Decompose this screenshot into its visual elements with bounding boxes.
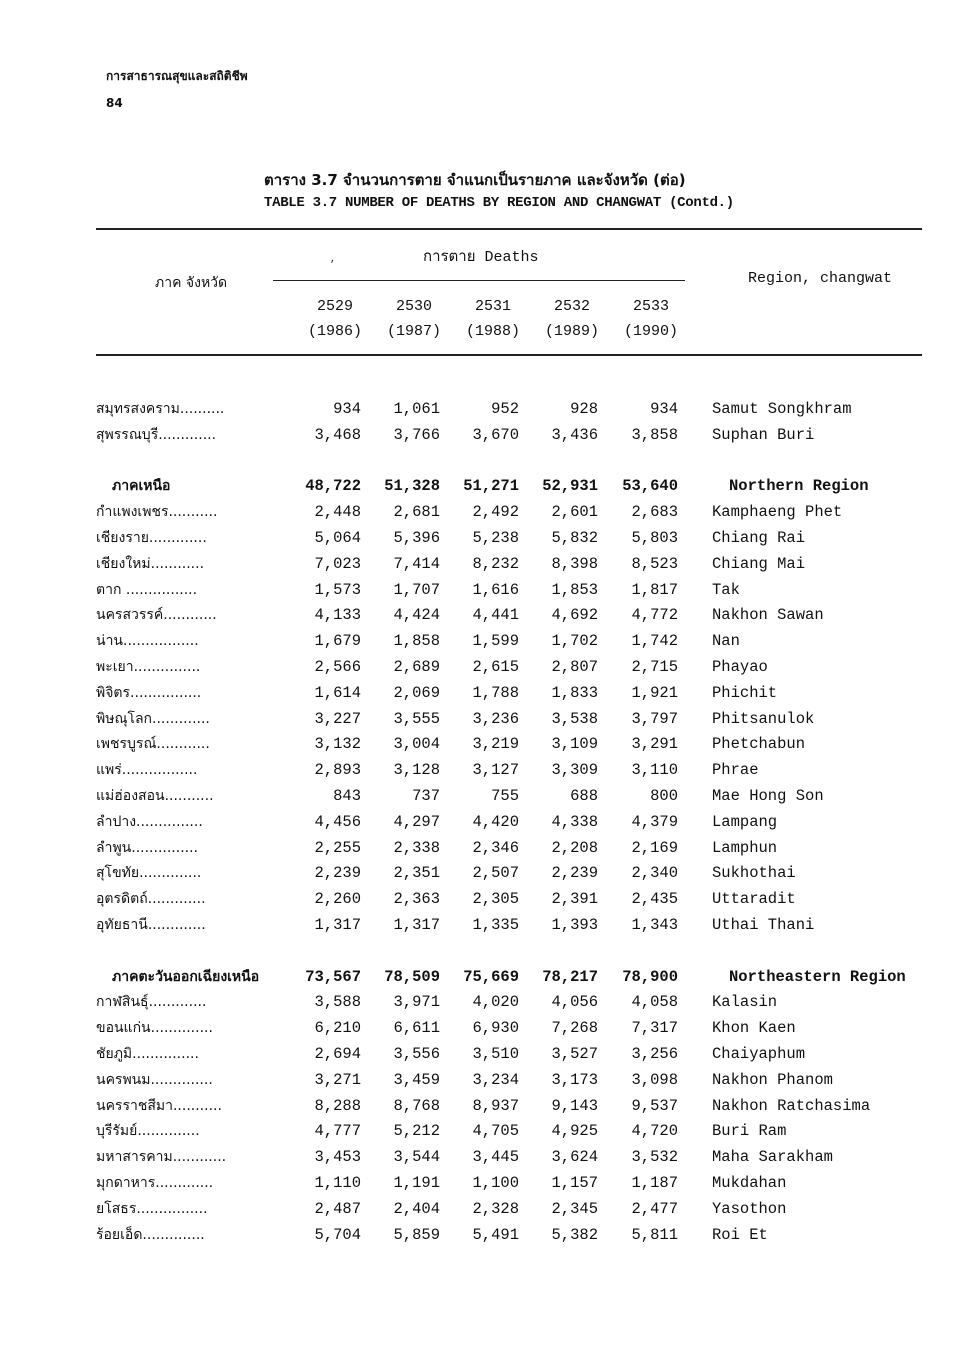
year-thai: 2531	[474, 298, 511, 315]
deaths-value: 8,288	[314, 1096, 361, 1115]
changwat-name-english: Roi Et	[712, 1225, 768, 1244]
deaths-value: 952	[491, 400, 519, 418]
table-title-thai: ตาราง 3.7 จำนวนการตาย จำแนกเป็นรายภาค และจังหวัด (ต่อ)	[264, 171, 686, 189]
deaths-value: 4,133	[314, 606, 361, 625]
deaths-value: 3,858	[631, 425, 678, 444]
deaths-value: 4,338	[551, 812, 598, 831]
deaths-value: 3,256	[631, 1045, 678, 1063]
changwat-name-english: Phayao	[712, 658, 768, 676]
column-header-region-english: Region, changwat	[748, 270, 893, 287]
changwat-name-thai: บุรีรัมย์..............	[96, 1123, 200, 1140]
changwat-name-thai: เชียงใหม่............	[96, 555, 205, 572]
deaths-value: 7,268	[551, 1019, 598, 1038]
changwat-name-thai: สมุทรสงคราม..........	[96, 401, 225, 417]
deaths-value: 3,110	[631, 761, 678, 780]
deaths-value: 1,833	[551, 683, 598, 702]
deaths-value: 51,271	[463, 477, 519, 496]
changwat-name-thai: มุกดาหาร.............	[96, 1175, 214, 1191]
changwat-name-english: Yasothon	[712, 1199, 787, 1218]
deaths-value: 1,573	[314, 580, 361, 599]
changwat-name-thai: นครสวรรค์............	[96, 607, 217, 624]
deaths-value: 4,692	[551, 606, 598, 625]
changwat-name-english: Nakhon Sawan	[712, 606, 824, 625]
deaths-value: 1,858	[393, 632, 440, 651]
deaths-value: 3,766	[393, 425, 440, 444]
deaths-value: 4,772	[631, 606, 678, 625]
deaths-value: 53,640	[622, 477, 678, 496]
deaths-value: 2,683	[631, 503, 678, 522]
changwat-name-thai: ลำปาง...............	[96, 813, 203, 830]
changwat-name-english: Nakhon Phanom	[712, 1070, 833, 1089]
deaths-value: 1,679	[314, 632, 361, 651]
deaths-value: 4,379	[631, 812, 678, 831]
deaths-value: 2,345	[551, 1199, 598, 1218]
deaths-value: 2,448	[314, 503, 361, 522]
changwat-name-english: Kamphaeng Phet	[712, 503, 843, 522]
changwat-name-english: Phitsanulok	[712, 709, 815, 728]
changwat-name-english: Kalasin	[712, 993, 778, 1012]
changwat-name-thai: ร้อยเอ็ด..............	[96, 1226, 205, 1243]
deaths-value: 5,396	[393, 529, 440, 547]
deaths-value: 1,788	[472, 683, 519, 702]
deaths-value: 934	[333, 400, 361, 418]
deaths-value: 1,061	[393, 400, 440, 418]
changwat-name-thai: แพร่.................	[96, 762, 198, 779]
deaths-value: 755	[491, 787, 519, 805]
changwat-name-thai: น่าน.................	[96, 633, 199, 650]
changwat-name-english: Khon Kaen	[712, 1019, 796, 1038]
deaths-value: 3,527	[551, 1045, 598, 1063]
deaths-value: 3,227	[314, 709, 361, 728]
deaths-value: 2,615	[472, 658, 519, 676]
region-name-english: Northern Region	[729, 477, 869, 496]
deaths-value: 4,058	[631, 993, 678, 1012]
changwat-name-english: Chiang Rai	[712, 529, 806, 547]
year-thai: 2532	[553, 298, 590, 315]
deaths-value: 2,681	[393, 503, 440, 522]
deaths-value: 9,143	[551, 1096, 598, 1115]
deaths-value: 3,544	[393, 1148, 440, 1167]
deaths-value: 2,694	[314, 1045, 361, 1063]
deaths-value: 6,611	[393, 1019, 440, 1038]
changwat-name-english: Uthai Thani	[712, 916, 815, 934]
deaths-value: 3,128	[393, 761, 440, 780]
deaths-value: 78,217	[542, 967, 598, 986]
changwat-name-english: Mae Hong Son	[712, 787, 824, 805]
deaths-value: 5,212	[393, 1122, 440, 1141]
changwat-name-english: Buri Ram	[712, 1122, 787, 1141]
deaths-value: 1,707	[393, 580, 440, 599]
deaths-value: 5,832	[551, 529, 598, 547]
deaths-value: 934	[650, 400, 678, 418]
deaths-value: 1,335	[472, 916, 519, 934]
deaths-value: 1,853	[551, 580, 598, 599]
deaths-value: 3,971	[393, 993, 440, 1012]
deaths-value: 4,441	[472, 606, 519, 625]
deaths-value: 928	[570, 400, 598, 418]
deaths-value: 2,239	[314, 864, 361, 883]
changwat-name-english: Sukhothai	[712, 864, 796, 883]
changwat-name-thai: นครพนม..............	[96, 1071, 213, 1088]
region-name-english: Northeastern Region	[729, 967, 906, 986]
changwat-name-english: Uttaradit	[712, 890, 796, 909]
deaths-value: 3,109	[551, 735, 598, 754]
deaths-value: 6,930	[472, 1019, 519, 1038]
deaths-value: 3,670	[472, 425, 519, 444]
deaths-value: 3,453	[314, 1148, 361, 1167]
deaths-value: 78,509	[384, 967, 440, 986]
deaths-value: 3,004	[393, 735, 440, 754]
changwat-name-thai: อุทัยธานี.............	[96, 917, 206, 933]
deaths-value: 4,420	[472, 812, 519, 831]
deaths-value: 4,705	[472, 1122, 519, 1141]
deaths-value: 2,346	[472, 838, 519, 857]
changwat-name-english: Tak	[712, 580, 740, 599]
deaths-value: 3,291	[631, 735, 678, 754]
deaths-value: 3,234	[472, 1070, 519, 1089]
deaths-value: 3,127	[472, 761, 519, 780]
column-header-deaths: การตาย Deaths	[423, 249, 539, 266]
changwat-name-thai: เพชรบูรณ์............	[96, 736, 210, 753]
changwat-name-thai: เชียงราย.............	[96, 530, 207, 546]
deaths-value: 5,811	[631, 1225, 678, 1244]
deaths-value: 4,777	[314, 1122, 361, 1141]
deaths-value: 8,523	[631, 554, 678, 573]
deaths-value: 78,900	[622, 967, 678, 986]
deaths-value: 1,191	[393, 1174, 440, 1192]
changwat-name-thai: กาฬสินธุ์.............	[96, 994, 207, 1011]
deaths-value: 4,056	[551, 993, 598, 1012]
deaths-value: 5,704	[314, 1225, 361, 1244]
changwat-name-thai: ลำพูน...............	[96, 839, 198, 856]
changwat-name-english: Phichit	[712, 683, 778, 702]
changwat-name-thai: พะเยา...............	[96, 659, 201, 675]
changwat-name-english: Samut Songkhram	[712, 400, 852, 418]
deaths-value: 2,391	[551, 890, 598, 909]
deaths-value: 3,098	[631, 1070, 678, 1089]
changwat-name-thai: สุพรรณบุรี.............	[96, 426, 217, 443]
deaths-value: 2,239	[551, 864, 598, 883]
deaths-value: 4,020	[472, 993, 519, 1012]
deaths-value: 7,414	[393, 554, 440, 573]
changwat-name-thai: ชัยภูมิ...............	[96, 1046, 199, 1062]
changwat-name-english: Chaiyaphum	[712, 1045, 806, 1063]
year-ad: (1989)	[544, 323, 599, 340]
deaths-value: 737	[412, 787, 440, 805]
page-header-thai: การสาธารณสุขและสถิติชีพ	[106, 69, 248, 83]
deaths-value: 8,398	[551, 554, 598, 573]
changwat-name-english: Phrae	[712, 761, 759, 780]
deaths-value: 1,100	[472, 1174, 519, 1192]
header-mark: ,	[330, 254, 337, 265]
deaths-value: 4,925	[551, 1122, 598, 1141]
deaths-value: 7,023	[314, 554, 361, 573]
deaths-value: 2,169	[631, 838, 678, 857]
deaths-value: 8,937	[472, 1096, 519, 1115]
deaths-value: 2,208	[551, 838, 598, 857]
deaths-value: 1,817	[631, 580, 678, 599]
deaths-value: 2,893	[314, 761, 361, 780]
deaths-value: 1,702	[551, 632, 598, 651]
deaths-value: 2,807	[551, 658, 598, 676]
changwat-name-english: Nakhon Ratchasima	[712, 1096, 871, 1115]
year-thai: 2530	[395, 298, 432, 315]
deaths-value: 2,260	[314, 890, 361, 909]
changwat-name-english: Nan	[712, 632, 740, 651]
deaths-value: 75,669	[463, 967, 519, 986]
year-ad: (1987)	[386, 323, 441, 340]
changwat-name-thai: นครราชสีมา...........	[96, 1097, 222, 1114]
changwat-name-thai: พิษณุโลก.............	[96, 710, 210, 727]
deaths-value: 3,510	[472, 1045, 519, 1063]
changwat-name-thai: พิจิตร................	[96, 684, 202, 701]
changwat-name-thai: ยโสธร................	[96, 1200, 208, 1217]
deaths-value: 3,436	[551, 425, 598, 444]
year-thai: 2529	[316, 298, 353, 315]
region-name-thai: ภาคเหนือ	[112, 478, 171, 495]
deaths-value: 2,340	[631, 864, 678, 883]
deaths-value: 8,768	[393, 1096, 440, 1115]
deaths-value: 3,538	[551, 709, 598, 728]
deaths-value: 688	[570, 787, 598, 805]
deaths-value: 3,468	[314, 425, 361, 444]
changwat-name-thai: อุตรดิตถ์.............	[96, 891, 206, 908]
deaths-value: 2,351	[393, 864, 440, 883]
deaths-value: 3,271	[314, 1070, 361, 1089]
deaths-value: 1,599	[472, 632, 519, 651]
deaths-value: 2,255	[314, 838, 361, 857]
deaths-value: 2,487	[314, 1199, 361, 1218]
changwat-name-english: Lampang	[712, 812, 778, 831]
deaths-value: 3,532	[631, 1148, 678, 1167]
deaths-value: 4,456	[314, 812, 361, 831]
deaths-value: 2,601	[551, 503, 598, 522]
deaths-value: 5,238	[472, 529, 519, 547]
deaths-value: 1,157	[551, 1174, 598, 1192]
deaths-value: 3,236	[472, 709, 519, 728]
deaths-value: 3,219	[472, 735, 519, 754]
changwat-name-english: Phetchabun	[712, 735, 806, 754]
changwat-name-english: Mukdahan	[712, 1174, 787, 1192]
deaths-value: 3,132	[314, 735, 361, 754]
changwat-name-english: Maha Sarakham	[712, 1148, 833, 1167]
deaths-value: 8,232	[472, 554, 519, 573]
deaths-value: 1,343	[631, 916, 678, 934]
deaths-value: 7,317	[631, 1019, 678, 1038]
changwat-name-thai: แม่ฮ่องสอน...........	[96, 788, 214, 804]
deaths-value: 48,722	[305, 477, 361, 496]
column-header-region-thai: ภาค จังหวัด	[155, 275, 228, 291]
deaths-value: 6,210	[314, 1019, 361, 1038]
deaths-value: 2,435	[631, 890, 678, 909]
deaths-value: 3,588	[314, 993, 361, 1012]
deaths-value: 1,393	[551, 916, 598, 934]
changwat-name-thai: กำแพงเพชร...........	[96, 504, 218, 521]
deaths-value: 1,921	[631, 683, 678, 702]
deaths-value: 2,715	[631, 658, 678, 676]
year-ad: (1986)	[307, 323, 362, 340]
changwat-name-thai: สุโขทัย..............	[96, 865, 202, 882]
deaths-value: 3,309	[551, 761, 598, 780]
changwat-name-thai: มหาสารคาม............	[96, 1149, 227, 1166]
deaths-value: 2,477	[631, 1199, 678, 1218]
deaths-value: 5,382	[551, 1225, 598, 1244]
deaths-value: 3,624	[551, 1148, 598, 1167]
deaths-value: 3,797	[631, 709, 678, 728]
deaths-value: 2,492	[472, 503, 519, 522]
changwat-name-english: Chiang Mai	[712, 554, 806, 573]
deaths-value: 800	[650, 787, 678, 805]
deaths-value: 52,931	[542, 477, 598, 496]
changwat-name-english: Suphan Buri	[712, 425, 815, 444]
deaths-value: 9,537	[631, 1096, 678, 1115]
year-ad: (1990)	[623, 323, 678, 340]
deaths-value: 1,614	[314, 683, 361, 702]
deaths-value: 2,507	[472, 864, 519, 883]
deaths-value: 2,328	[472, 1199, 519, 1218]
deaths-value: 1,616	[472, 580, 519, 599]
deaths-value: 51,328	[384, 477, 440, 496]
deaths-value: 4,424	[393, 606, 440, 625]
table-title-english: TABLE 3.7 NUMBER OF DEATHS BY REGION AND CHANGWAT (Contd.)	[264, 195, 734, 211]
deaths-value: 1,317	[314, 916, 361, 934]
changwat-name-english: Lamphun	[712, 838, 778, 857]
changwat-name-thai: ตาก ................	[96, 581, 198, 598]
deaths-value: 1,187	[631, 1174, 678, 1192]
deaths-value: 2,069	[393, 683, 440, 702]
deaths-value: 5,859	[393, 1225, 440, 1244]
deaths-value: 5,064	[314, 529, 361, 547]
deaths-value: 1,317	[393, 916, 440, 934]
deaths-value: 2,305	[472, 890, 519, 909]
deaths-value: 3,555	[393, 709, 440, 728]
deaths-value: 3,556	[393, 1045, 440, 1063]
deaths-value: 3,173	[551, 1070, 598, 1089]
page-number: 84	[106, 96, 123, 110]
deaths-value: 73,567	[305, 967, 361, 986]
deaths-value: 2,363	[393, 890, 440, 909]
deaths-value: 1,110	[314, 1174, 361, 1192]
deaths-value: 2,566	[314, 658, 361, 676]
deaths-value: 2,404	[393, 1199, 440, 1218]
deaths-value: 4,297	[393, 812, 440, 831]
changwat-name-thai: ขอนแก่น..............	[96, 1020, 213, 1037]
deaths-value: 1,742	[631, 632, 678, 651]
deaths-value: 843	[333, 787, 361, 805]
deaths-value: 5,491	[472, 1225, 519, 1244]
deaths-value: 4,720	[631, 1122, 678, 1141]
deaths-value: 2,338	[393, 838, 440, 857]
deaths-value: 5,803	[631, 529, 678, 547]
deaths-value: 2,689	[393, 658, 440, 676]
year-ad: (1988)	[465, 323, 520, 340]
region-name-thai: ภาคตะวันออกเฉียงเหนือ	[112, 968, 260, 985]
deaths-value: 3,459	[393, 1070, 440, 1089]
year-thai: 2533	[632, 298, 669, 315]
deaths-value: 3,445	[472, 1148, 519, 1167]
